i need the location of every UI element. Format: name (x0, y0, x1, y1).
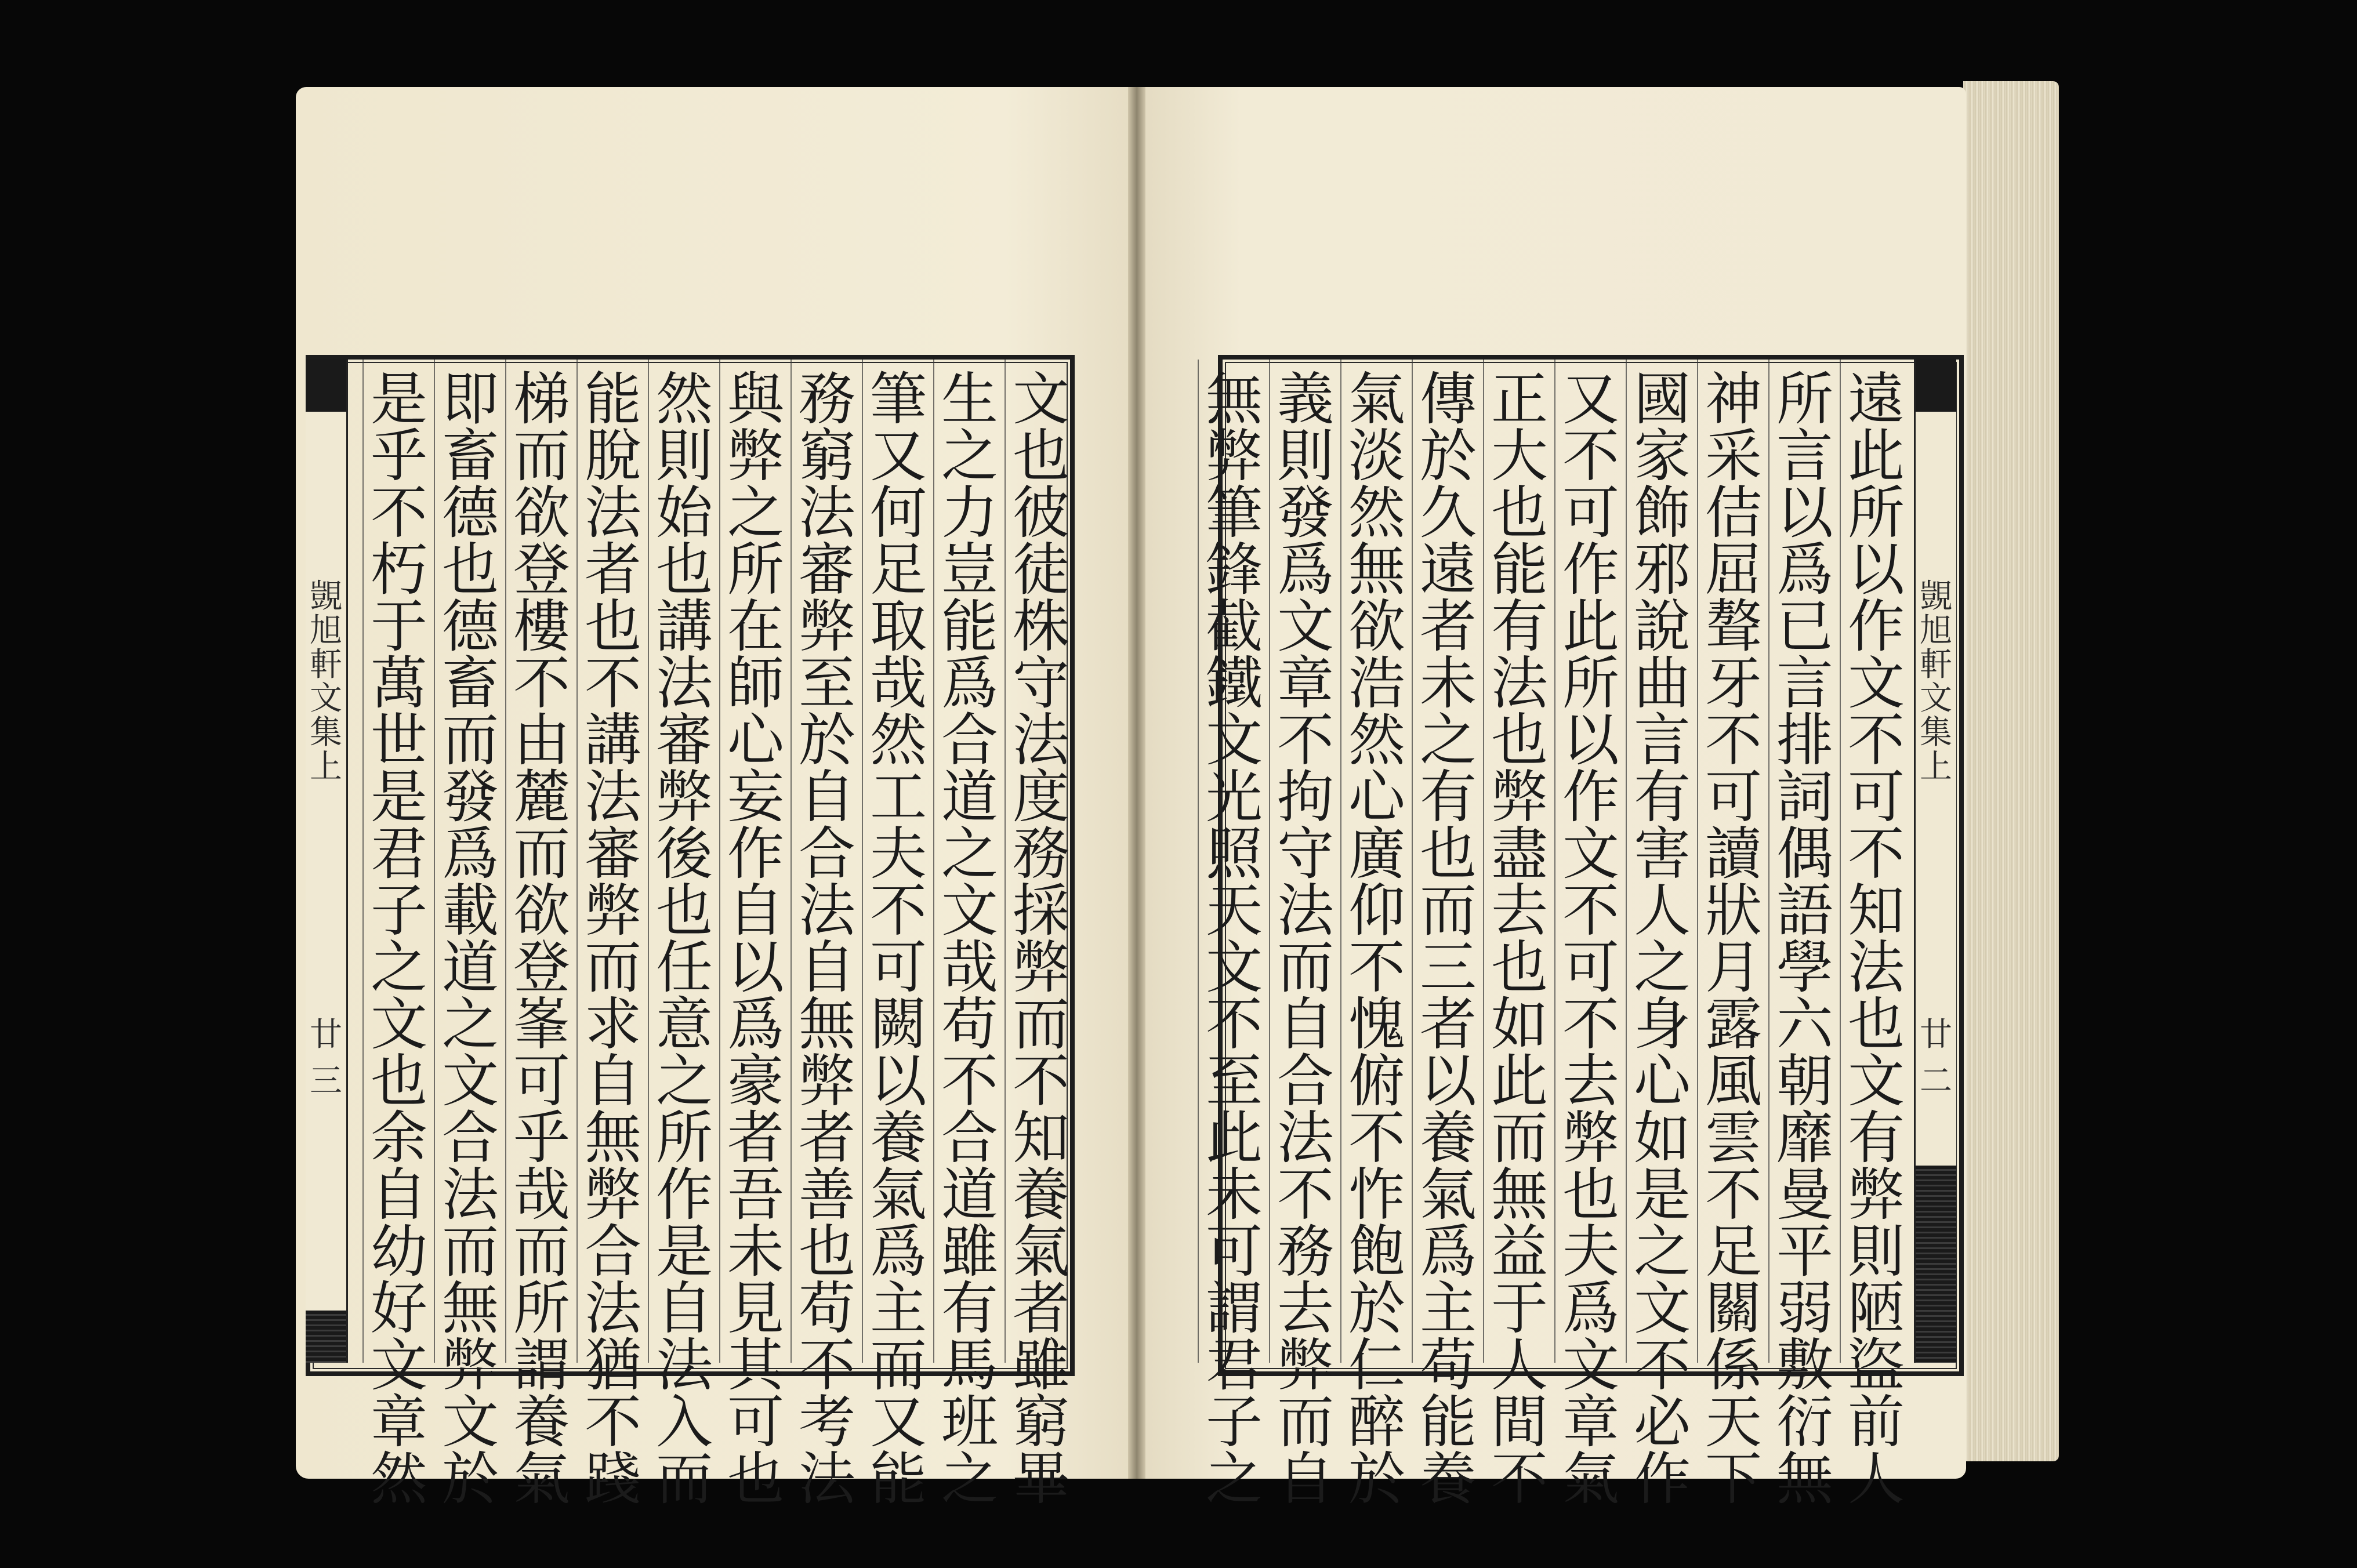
column-rule (1412, 360, 1413, 1363)
left-column-3: 筆 又 何 足 取 哉 然 工 夫 不 可 闕 以 養 氣 爲 主 而 又 能 (869, 366, 927, 1512)
left-banxin-page: 廿三 (310, 1016, 342, 1100)
column-rule (1840, 360, 1841, 1363)
column-rule (576, 360, 578, 1363)
book-gutter (1128, 87, 1145, 1479)
right-column-9: 義 則 發 爲 文 章 不 拘 守 法 而 自 合 法 不 務 去 弊 而 自 (1277, 366, 1334, 1512)
left-banxin (306, 360, 348, 1363)
column-rule (1554, 360, 1555, 1363)
left-column-8: 梯 而 欲 登 樓 不 由 麓 而 欲 登 峯 可 乎 哉 而 所 謂 養 氣 (513, 366, 570, 1512)
left-column-10: 是 乎 不 朽 于 萬 世 是 君 子 之 文 也 余 自 幼 好 文 章 然 (370, 366, 427, 1512)
column-rule (362, 360, 364, 1363)
right-column-3: 神 采 佶 屈 聱 牙 不 可 讀 狀 月 露 風 雲 不 足 關 係 天 下 (1705, 366, 1762, 1512)
right-banxin-title: 覬 旭 軒 文 集 上 (1920, 578, 1952, 786)
right-column-4: 國 家 飾 邪 說 曲 言 有 害 人 之 身 心 如 是 之 文 不 必 作 (1633, 366, 1691, 1512)
column-rule (1768, 360, 1769, 1363)
column-rule (862, 360, 863, 1363)
right-banxin-page: 廿二 (1920, 1016, 1952, 1100)
column-rule (505, 360, 506, 1363)
right-column-7: 傳 於 久 遠 者 未 之 有 也 而 三 者 以 養 氣 爲 主 苟 能 養 (1419, 366, 1477, 1512)
column-rule (1483, 360, 1484, 1363)
left-column-6: 然 則 始 也 講 法 審 弊 後 也 任 意 之 所 作 是 自 法 入 而 (655, 366, 713, 1512)
right-column-8: 氣 淡 然 無 欲 浩 然 心 廣 仰 不 愧 俯 不 怍 飽 於 仁 醉 於 (1348, 366, 1405, 1512)
column-rule (790, 360, 792, 1363)
column-rule (434, 360, 435, 1363)
right-column-10: 無 弊 筆 鋒 截 鐵 文 光 照 天 文 不 至 此 未 可 謂 君 子 之 (1205, 366, 1263, 1512)
right-column-2: 所 言 以 爲 已 言 排 詞 偶 語 學 六 朝 靡 曼 平 弱 敷 衍 無 (1776, 366, 1833, 1512)
column-rule (648, 360, 649, 1363)
column-rule (1269, 360, 1270, 1363)
column-rule (719, 360, 720, 1363)
column-rule (1626, 360, 1627, 1363)
left-column-1: 文 也 彼 徒 株 守 法 度 務 採 弊 而 不 知 養 氣 者 雖 窮 畢 (1012, 366, 1069, 1512)
right-column-5: 又 不 可 作 此 所 以 作 文 不 可 不 去 弊 也 夫 爲 文 章 氣 (1562, 366, 1619, 1512)
left-column-5: 與 弊 之 所 在 師 心 妄 作 自 以 爲 豪 者 吾 未 見 其 可 也 (727, 366, 784, 1512)
column-rule (1198, 360, 1199, 1363)
right-column-6: 正 大 也 能 有 法 也 弊 盡 去 也 如 此 而 無 益 于 人 間 不 (1491, 366, 1548, 1512)
column-rule (1697, 360, 1698, 1363)
fishtail-mark (306, 360, 346, 412)
left-column-9: 即 畜 德 也 德 畜 而 發 爲 載 道 之 文 合 法 而 無 弊 文 於 (441, 366, 499, 1512)
column-rule (933, 360, 934, 1363)
column-rule (1340, 360, 1341, 1363)
column-rule (1005, 360, 1006, 1363)
fishtail-mark-bottom (306, 1311, 346, 1363)
right-column-1: 遠 此 所 以 作 文 不 可 不 知 法 也 文 有 弊 則 陋 盜 前 人 (1847, 366, 1905, 1512)
fishtail-mark (1916, 360, 1956, 412)
fishtail-mark-bottom (1916, 1166, 1956, 1363)
left-column-7: 能 脫 法 者 也 不 講 法 審 弊 而 求 自 無 弊 合 法 猶 不 踐 (584, 366, 641, 1512)
left-column-4: 務 窮 法 審 弊 至 於 自 合 法 自 無 弊 者 善 也 苟 不 考 法 (798, 366, 855, 1512)
right-banxin (1914, 360, 1956, 1363)
page-edges (1963, 81, 2059, 1461)
left-column-2: 生 之 力 豈 能 爲 合 道 之 文 哉 苟 不 合 道 雖 有 馬 班 之 (941, 366, 998, 1512)
left-banxin-title: 覬 旭 軒 文 集 上 (310, 578, 342, 786)
